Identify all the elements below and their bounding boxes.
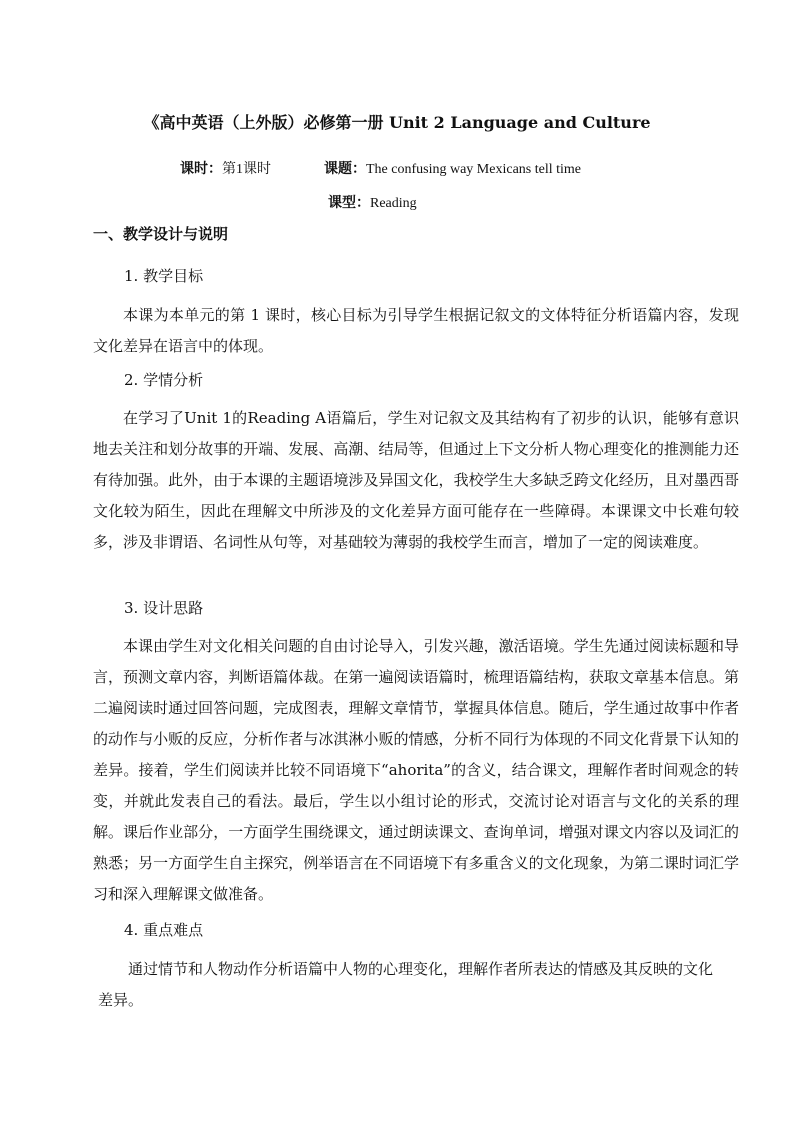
type-value: Reading — [370, 196, 417, 211]
subsection-heading-key-points: 4. 重点难点 — [124, 921, 204, 939]
lesson-label: 课时： — [180, 161, 222, 177]
section-heading: 一、教学设计与说明 — [93, 225, 229, 243]
type-label: 课型： — [328, 195, 370, 211]
subsection-heading-learner-analysis: 2. 学情分析 — [124, 371, 204, 389]
topic-label: 课题： — [324, 161, 366, 177]
type-meta — [328, 192, 417, 212]
lesson-meta — [180, 158, 271, 178]
paragraph-learner-analysis: 在学习了Unit 1的Reading A语篇后，学生对记叙文及其结构有了初步的认识，能够有意识地去关注和划分故事的开端、发展、高潮、结局等，但通过上下文分析人物心理变化的推测能力还有待加强。此外，由于本课的主题语境涉及异国文化，我校学生大多缺乏跨文化经历，且对墨西哥文化较为陌生，因此在理解文中所涉及的文化差异方面可能存在一些障碍。本课课文中长难句较多，涉及非谓语、名词性从句等，对基础较为薄弱的我校学生而言，增加了一定的阅读难度。 — [93, 409, 739, 551]
lesson-value: 第1课时 — [222, 162, 271, 177]
topic-meta — [324, 158, 581, 178]
paragraph-design: 本课由学生对文化相关问题的自由讨论导入，引发兴趣，激活语境。学生先通过阅读标题和导言，预测文章内容，判断语篇体裁。在第一遍阅读语篇时，梳理语篇结构，获取文章基本信息。第二遍阅读时通过回答问题，完成图表，理解文章情节，掌握具体信息。随后，学生通过故事中作者的动作与小贩的反应，分析作者与冰淇淋小贩的情感，分析不同行为体现的不同文化背景下认知的差异。接着，学生们阅读并比较不同语境下“ahorita”的含义，结合课文，理解作者时间观念的转变，并就此发表自己的看法。最后，学生以小组讨论的形式，交流讨论对语言与文化的关系的理解。课后作业部分，一方面学生围绕课文，通过朗读课文、查询单词，增强对课文内容以及词汇的熟悉；另一方面学生自主探究，例举语言在不同语境下有多重含义的文化现象，为第二课时词汇学习和深入理解课文做准备。 — [93, 637, 739, 903]
document-title: 《高中英语（上外版）必修第一册 Unit 2 Language and Culture — [143, 113, 651, 132]
topic-value: The confusing way Mexicans tell time — [366, 162, 581, 177]
paragraph-objectives: 本课为本单元的第 1 课时，核心目标为引导学生根据记叙文的文体特征分析语篇内容，发现文化差异在语言中的体现。 — [93, 306, 739, 355]
paragraph-key-points: 通过情节和人物动作分析语篇中人物的心理变化，理解作者所表达的情感及其反映的文化差异。 — [98, 960, 714, 1009]
subsection-heading-objectives: 1. 教学目标 — [124, 267, 204, 285]
subsection-heading-design: 3. 设计思路 — [124, 599, 204, 617]
